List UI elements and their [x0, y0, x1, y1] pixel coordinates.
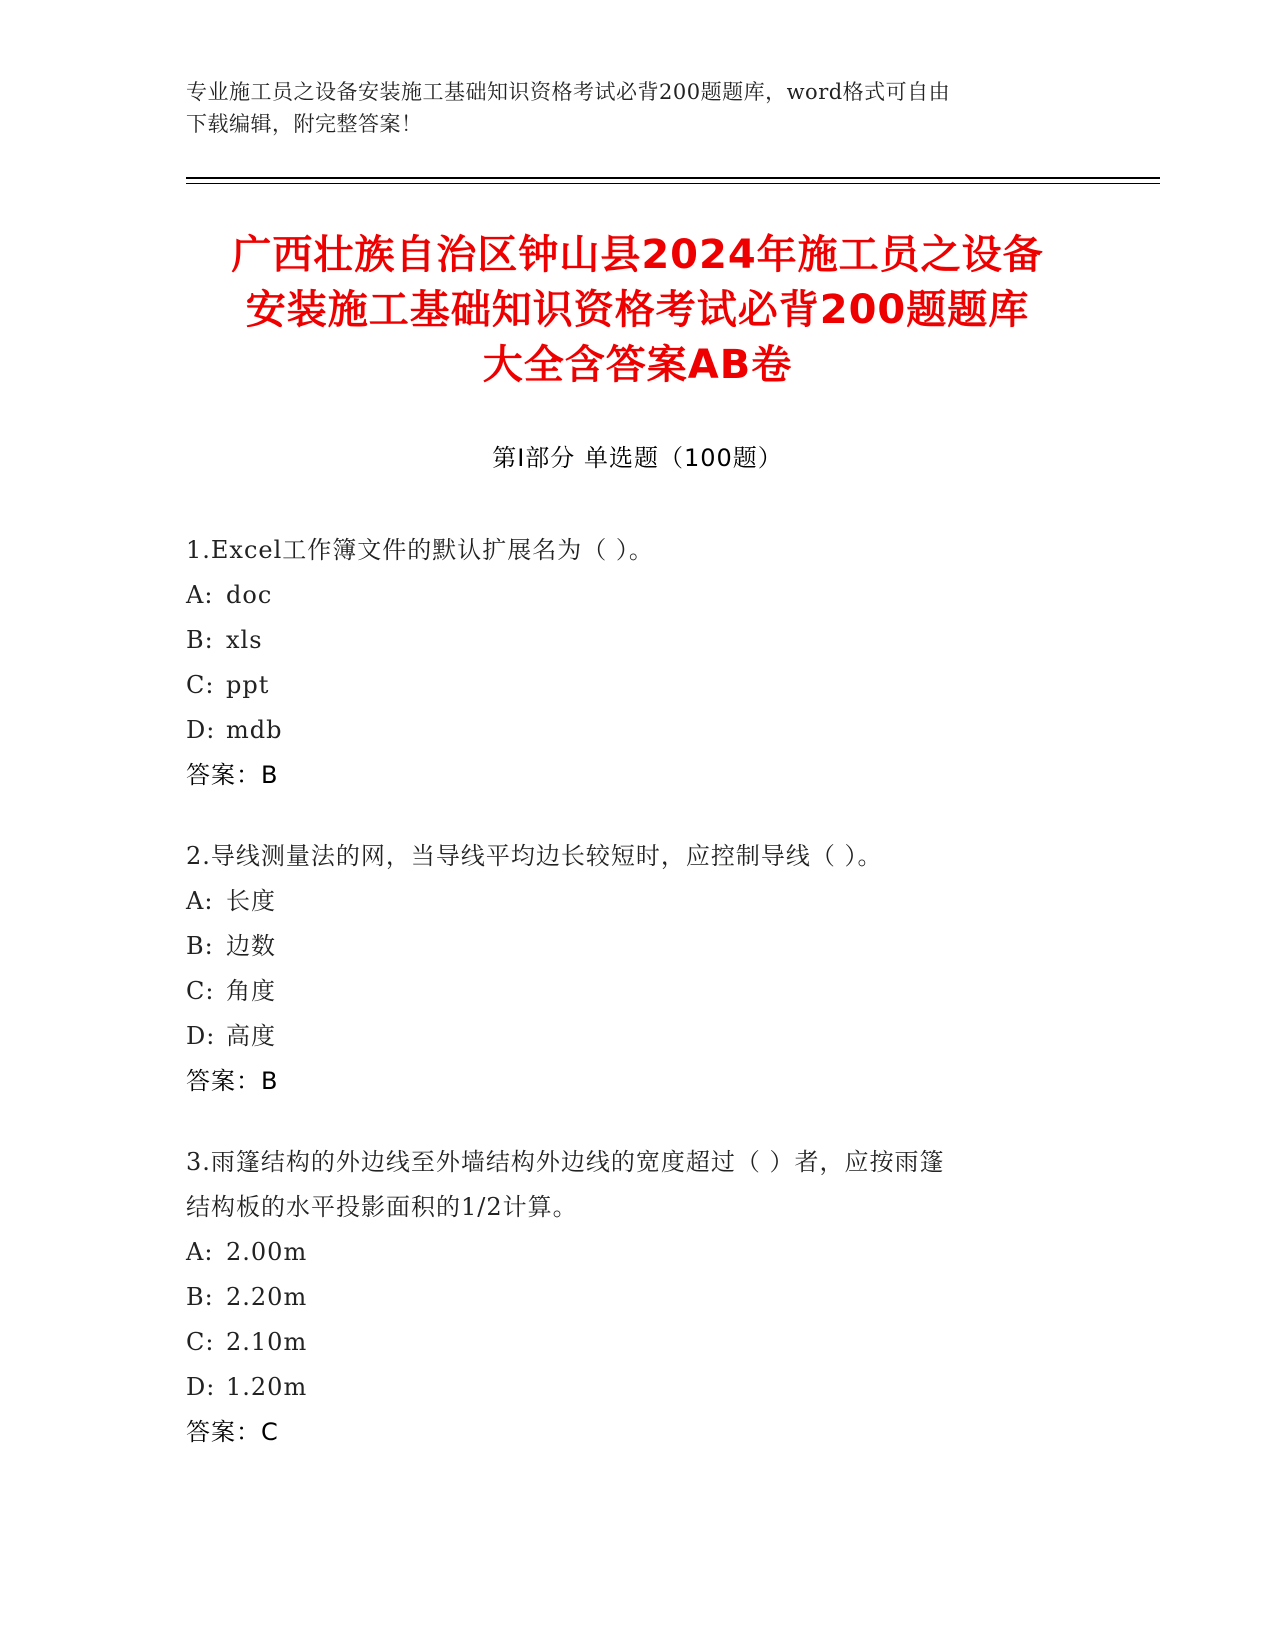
title-line: 大全含答案AB卷 — [482, 342, 793, 388]
option-key: D: — [186, 1022, 216, 1050]
section-heading: 第Ⅰ部分 单选题（100题） — [492, 444, 783, 472]
header-note — [186, 76, 1066, 140]
option-key: A: — [186, 887, 214, 915]
question-stem: 3.雨篷结构的外边线至外墙结构外边线的宽度超过（ ）者，应按雨篷 — [186, 1148, 945, 1176]
option-b — [186, 618, 1086, 663]
question-stem: 2.导线测量法的网，当导线平均边长较短时，应控制导线（ ）。 — [186, 842, 883, 870]
option-text: 2.20m — [226, 1283, 308, 1311]
header-note-line: 专业施工员之设备安装施工基础知识资格考试必背200题题库，word格式可自由 — [186, 80, 951, 104]
option-text: 2.00m — [226, 1238, 308, 1266]
answer-line: 答案：B — [186, 761, 279, 789]
option-c — [186, 969, 1086, 1014]
option-key: B: — [186, 626, 214, 654]
question-stem-continuation: 结构板的水平投影面积的1/2计算。 — [186, 1193, 578, 1221]
option-key: A: — [186, 1238, 214, 1266]
answer-line: 答案：B — [186, 1067, 279, 1095]
option-text: 边数 — [226, 932, 276, 960]
option-d — [186, 708, 1086, 753]
option-c — [186, 1320, 1086, 1365]
option-text: 角度 — [226, 977, 276, 1005]
option-key: C: — [186, 671, 215, 699]
question-item — [186, 834, 1086, 1104]
option-a — [186, 879, 1086, 924]
option-text: 2.10m — [226, 1328, 308, 1356]
option-c — [186, 663, 1086, 708]
title-line: 安装施工基础知识资格考试必背200题题库 — [245, 287, 1030, 333]
option-b — [186, 924, 1086, 969]
option-key: B: — [186, 1283, 214, 1311]
header-divider — [186, 177, 1160, 179]
question-item — [186, 1140, 1086, 1455]
question-item — [186, 528, 1086, 798]
answer-line: 答案：C — [186, 1418, 279, 1446]
option-text: mdb — [226, 716, 283, 744]
option-text: xls — [226, 626, 263, 654]
question-stem: 1.Excel工作簿文件的默认扩展名为（ ）。 — [186, 536, 654, 564]
option-key: B: — [186, 932, 214, 960]
option-text: doc — [226, 581, 273, 609]
option-text: 长度 — [226, 887, 276, 915]
option-d — [186, 1014, 1086, 1059]
title-line: 广西壮族自治区钟山县2024年施工员之设备 — [231, 232, 1044, 278]
document-title — [150, 228, 1125, 393]
option-text: 高度 — [226, 1022, 276, 1050]
option-key: C: — [186, 977, 215, 1005]
option-key: D: — [186, 716, 216, 744]
option-d — [186, 1365, 1086, 1410]
option-key: C: — [186, 1328, 215, 1356]
option-key: A: — [186, 581, 214, 609]
option-a — [186, 573, 1086, 618]
option-b — [186, 1275, 1086, 1320]
option-key: D: — [186, 1373, 216, 1401]
option-text: ppt — [226, 671, 270, 699]
header-note-line: 下载编辑，附完整答案！ — [186, 112, 423, 136]
option-a — [186, 1230, 1086, 1275]
header-divider-thin — [186, 183, 1160, 184]
question-list — [186, 528, 1086, 1491]
option-text: 1.20m — [226, 1373, 308, 1401]
